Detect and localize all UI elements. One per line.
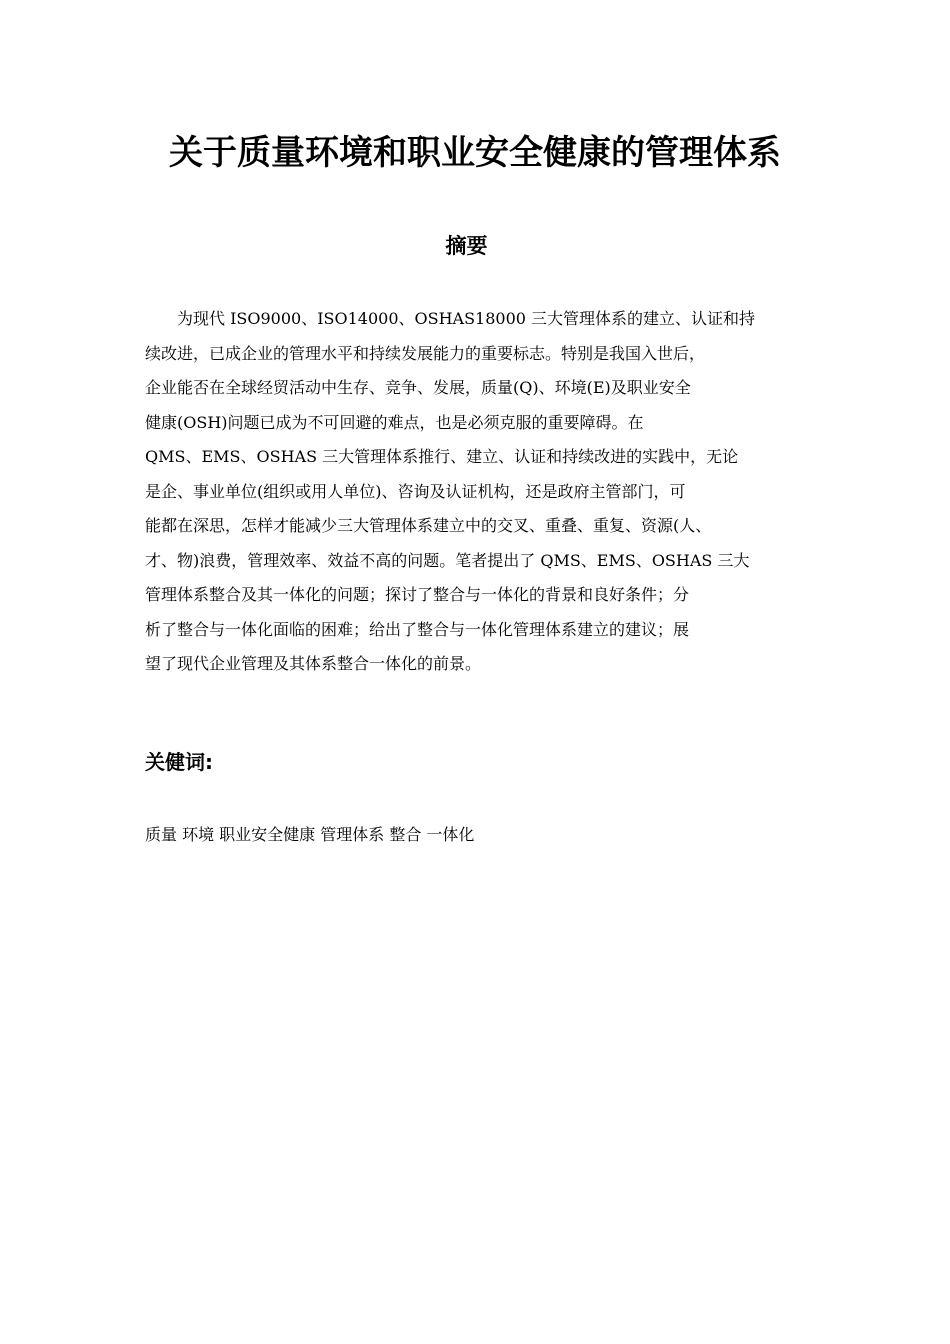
abstract-line: 是企、事业单位(组织或用人单位)、咨询及认证机构，还是政府主管部门，可 <box>145 481 686 501</box>
keywords-heading: 关健词: <box>145 750 213 774</box>
abstract-line: QMS、EMS、OSHAS 三大管理体系推行、建立、认证和持续改进的实践中，无论 <box>145 447 739 466</box>
abstract-line: 健康(OSH)问题已成为不可回避的难点，也是必须克服的重要障碍。在 <box>145 412 644 432</box>
abstract-line: 能都在深思，怎样才能减少三大管理体系建立中的交叉、重叠、重复、资源(人、 <box>145 516 712 535</box>
abstract-body <box>145 302 825 682</box>
keywords-list: 质量 环境 职业安全健康 管理体系 整合 一体化 <box>145 825 475 844</box>
abstract-line: 管理体系整合及其一体化的问题；探讨了整合与一体化的背景和良好条件；分 <box>145 585 690 604</box>
abstract-line: 续改进，已成企业的管理水平和持续发展能力的重要标志。特别是我国入世后， <box>145 343 706 363</box>
abstract-line: 企业能否在全球经贸活动中生存、竞争、发展，质量(Q)、环境(E)及职业安全 <box>145 378 691 397</box>
document-title: 关于质量环境和职业安全健康的管理体系 <box>169 133 781 173</box>
abstract-heading: 摘要 <box>445 234 488 258</box>
abstract-line: 为现代 ISO9000、ISO14000、OSHAS18000 三大管理体系的建立、认证和持 <box>145 309 756 328</box>
abstract-line: 望了现代企业管理及其体系整合一体化的前景。 <box>145 654 482 673</box>
abstract-line: 析了整合与一体化面临的困难；给出了整合与一体化管理体系建立的建议；展 <box>145 619 690 639</box>
abstract-line: 才、物)浪费，管理效率、效益不高的问题。笔者提出了 QMS、EMS、OSHAS 三大 <box>145 550 750 570</box>
